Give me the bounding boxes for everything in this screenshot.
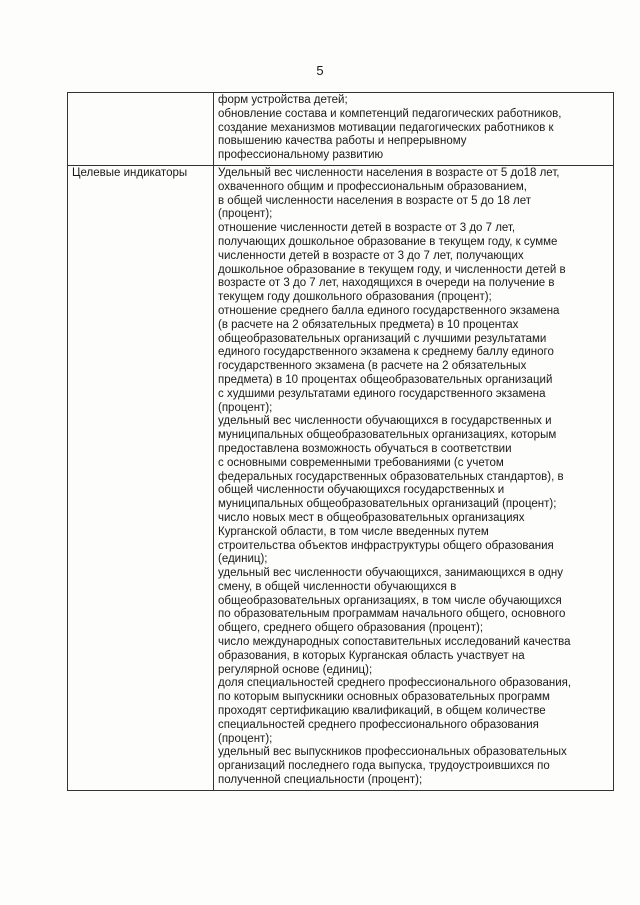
text-line: Курганской области, в том числе введенных путем [218, 525, 489, 538]
text-line: муниципальных общеобразовательных организаций (процент); [218, 498, 557, 511]
text-line: с худшими результатами единого государственного экзамена [218, 387, 546, 400]
text-line: общеобразовательных организациях, в том числе обучающихся [218, 594, 562, 607]
text-line: доля специальностей среднего профессионального образования, [218, 677, 572, 690]
text-line: создание механизмов мотивации педагогических работников к [218, 121, 554, 134]
text-line: предмета) в 10 процентах общеобразовательных организаций [218, 373, 553, 386]
text-line: общей численности обучающихся государственных и [218, 484, 505, 497]
text-line: по образовательным программам начального общего, основного [218, 608, 566, 621]
text-line: удельный вес численности обучающихся в государственных и [218, 415, 552, 428]
text-line: проходят сертификацию квалификаций, в общем количестве [218, 705, 546, 718]
text-line: (процент); [218, 732, 273, 745]
text-line: по которым выпускники основных образовательных программ [218, 691, 550, 704]
text-line: предоставлена возможность обучаться в соответствии [218, 442, 512, 455]
text-line: организаций последнего года выпуска, трудоустроившихся по [218, 760, 550, 773]
row-content [214, 93, 614, 166]
text-line: (в расчете на 2 обязательных предмета) в 10 процентах [218, 318, 519, 331]
text-line: дошкольное образование в текущем году, и численности детей в [218, 263, 566, 276]
text-line: смену, в общей численности обучающихся в [218, 580, 457, 593]
text-line: повышению качества работы и непрерывному [218, 135, 467, 148]
page-number: 5 [316, 63, 324, 78]
row-content [214, 165, 614, 790]
program-passport-table [67, 92, 614, 791]
text-line: удельный вес численности обучающихся, занимающихся в одну [218, 567, 564, 580]
text-line: текущем году дошкольного образования (процент); [218, 291, 492, 304]
text-line: получающих дошкольное образование в текущем году, к сумме [218, 235, 558, 248]
text-line: отношение численности детей в возрасте от 3 до 7 лет, [218, 222, 516, 235]
text-line: число международных сопоставительных исследований качества [218, 636, 571, 649]
text-line: полученной специальности (процент); [218, 774, 423, 787]
text-line: в общей численности населения в возрасте от 5 до 18 лет [218, 194, 532, 207]
text-line: образования, в которых Курганская область участвует на [218, 649, 525, 662]
text-line: регулярной основе (единиц); [218, 663, 373, 676]
text-line: общеобразовательных организаций с лучшими результатами [218, 332, 547, 345]
text-line: профессиональному развитию [218, 149, 384, 162]
text-line: строительства объектов инфраструктуры общего образования [218, 539, 554, 552]
row-label: Целевые индикаторы [68, 165, 214, 790]
text-line: форм устройства детей; [218, 94, 348, 106]
text-line: с основными современными требованиями (с учетом [218, 456, 504, 469]
text-line: обновление состава и компетенций педагогических работников, [218, 107, 562, 120]
text-line: федеральных государственных образовательных стандартов), в [218, 470, 564, 483]
text-line: удельный вес выпускников профессиональных образовательных [218, 746, 567, 759]
text-line: охваченного общим и профессиональным образованием, [218, 180, 527, 193]
text-line: специальностей среднего профессионального образования [218, 718, 539, 731]
text-line: число новых мест в общеобразовательных организациях [218, 511, 525, 524]
text-line: отношение среднего балла единого государственного экзамена [218, 304, 560, 317]
text-line: возрасте от 3 до 7 лет, находящихся в очереди на получение в [218, 277, 555, 290]
text-line: численности детей в возрасте от 3 до 7 лет, получающих [218, 249, 524, 262]
text-line: Удельный вес численности населения в возрасте от 5 до18 лет, [218, 166, 560, 179]
table-row [68, 165, 614, 790]
text-line: муниципальных общеобразовательных организациях, которым [218, 429, 557, 442]
text-line: (процент); [218, 208, 273, 221]
row-label [68, 93, 214, 166]
text-line: единого государственного экзамена к среднему баллу единого [218, 346, 554, 359]
text-line: (единиц); [218, 553, 268, 566]
text-line: общего, среднего общего образования (процент); [218, 622, 484, 635]
text-line: государственного экзамена (в расчете на 2 обязательных [218, 360, 527, 373]
table-row [68, 93, 614, 166]
text-line: (процент); [218, 401, 273, 414]
